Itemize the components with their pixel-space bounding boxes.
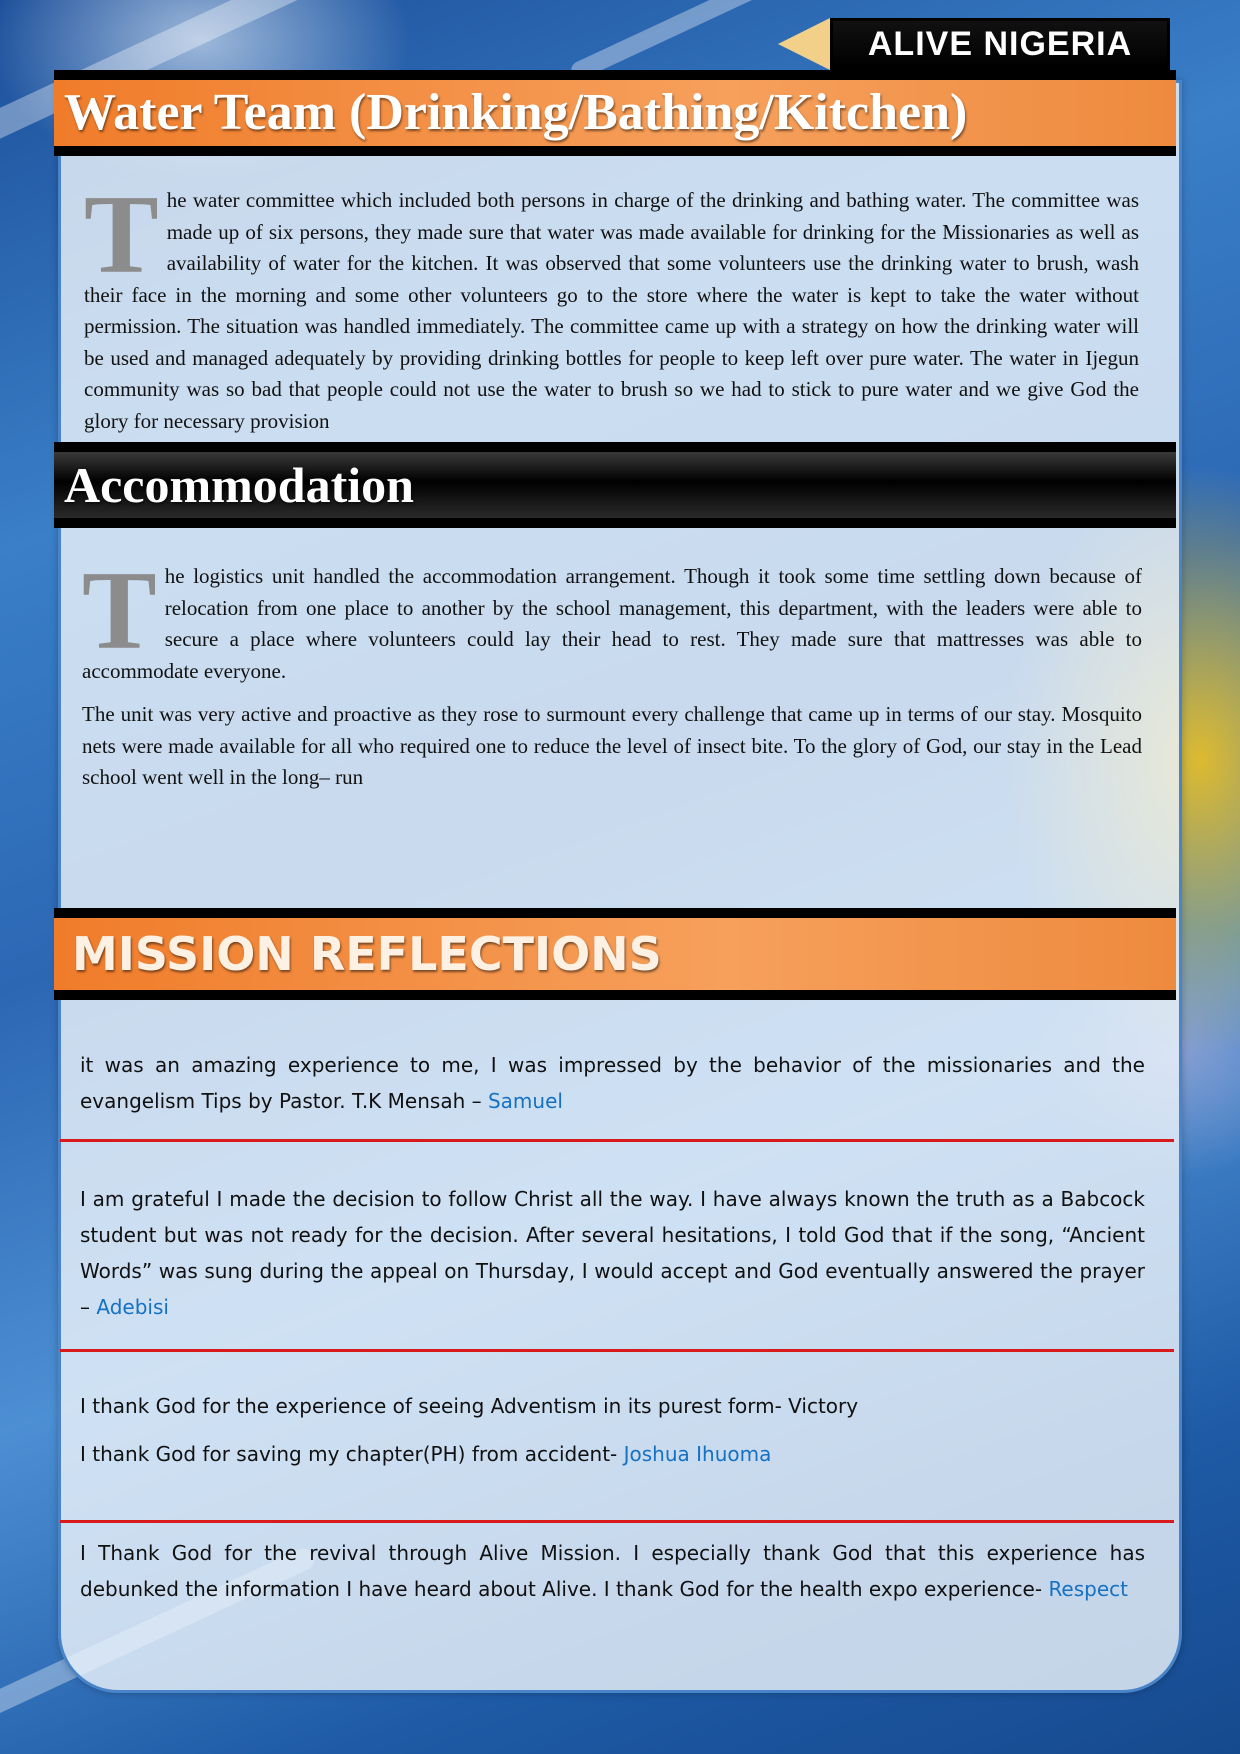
reflection-item [80, 1388, 1145, 1484]
accommodation-heading-bar [54, 442, 1176, 528]
accommodation-title: Accommodation [64, 457, 414, 513]
reflection-author: Joshua Ihuoma [623, 1442, 772, 1466]
divider-rule [60, 1520, 1174, 1523]
brand-label: ALIVE NIGERIA [830, 18, 1170, 70]
reflection-text: I thank God for saving my chapter(PH) from accident- [80, 1442, 624, 1466]
divider-rule [60, 1139, 1174, 1142]
mission-reflections-title: MISSION REFLECTIONS [72, 927, 662, 981]
reflection-item [80, 1535, 1145, 1619]
accommodation-body [82, 549, 1142, 806]
accommodation-paragraph-2: The unit was very active and proactive as they rose to surmount every challenge that came up in terms of our stay. Mosquito nets were made available for all who required one to reduce the level of insect bite. To the glory of God, our stay in the Lead school went well in the long– run [82, 702, 1142, 789]
divider-rule [60, 1349, 1174, 1352]
reflection-author: Respect [1048, 1577, 1128, 1601]
water-team-body [84, 173, 1139, 449]
reflection-text: I Thank God for the revival through Alive Mission. I especially thank God that this experience has debunked the information I have heard about Alive. I thank God for the health expo experience- [80, 1541, 1145, 1601]
dropcap: T [82, 549, 157, 673]
reflection-author: Adebisi [96, 1295, 169, 1319]
reflection-text: it was an amazing experience to me, I was impressed by the behavior of the missionaries and the evangelism Tips by Pastor. T.K Mensah – [80, 1053, 1145, 1113]
reflection-author: Samuel [487, 1089, 563, 1113]
arrow-left-icon [778, 18, 830, 70]
reflection-item [80, 1047, 1145, 1131]
water-team-title: Water Team (Drinking/Bathing/Kitchen) [64, 84, 968, 141]
dropcap: T [84, 173, 159, 297]
water-team-heading-bar [54, 70, 1176, 156]
mission-reflections-heading-bar [54, 908, 1176, 1000]
water-team-paragraph: he water committee which included both persons in charge of the drinking and bathing water. The committee was made up of six persons, they made sure that water was made available for drinking for the Missionaries as well as availability of water for the kitchen. It was observed that some volunteers use the drinking water to brush, wash their face in the morning and some other volunteers go to the store where the water is kept to take the water without permission. The situation was handled immediately. The committee came up with a strategy on how the drinking water will be used and managed adequately by providing drinking bottles for people to keep left over pure water. The water in Ijegun community was so bad that people could not use the water to brush so we had to stick to pure water and we give God the glory for necessary provision [84, 188, 1139, 433]
brand-tab [778, 18, 1172, 70]
accommodation-paragraph-1: he logistics unit handled the accommodation arrangement. Though it took some time settling down because of relocation from one place to another by the school management, this department, with the leaders were able to secure a place where volunteers could lay their head to rest. They made sure that mattresses was able to accommodate everyone. [82, 564, 1142, 683]
reflection-text: I thank God for the experience of seeing Adventism in its purest form- Victory [80, 1394, 859, 1418]
reflection-text: I am grateful I made the decision to follow Christ all the way. I have always known the truth as a Babcock student but was not ready for the decision. After several hesitations, I told God that if the song, “Ancient Words” was sung during the appeal on Thursday, I would accept and God eventually answered the prayer – [80, 1187, 1145, 1319]
reflection-item [80, 1181, 1145, 1337]
